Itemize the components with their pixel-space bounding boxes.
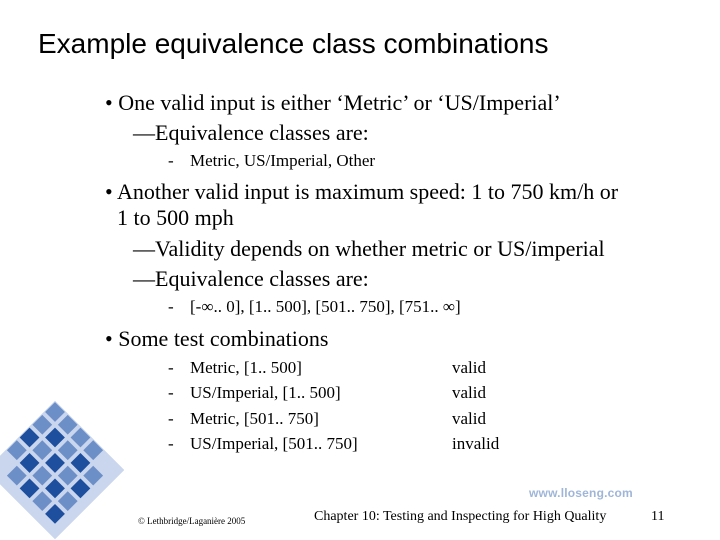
- bullet-2-sub-2: —Equivalence classes are:: [133, 266, 369, 291]
- combo-result-4: invalid: [452, 434, 500, 453]
- combo-result-3: valid: [452, 409, 486, 428]
- bullet-1-item-1: Metric, US/Imperial, Other: [190, 151, 376, 170]
- bullet-2-item-1: [-∞.. 0], [1.. 500], [501.. 750], [751.. ∞]: [190, 297, 461, 316]
- bullet-2-sub-1: —Validity depends on whether metric or US/imperial: [133, 236, 605, 261]
- combo-input-3: Metric, [501.. 750]: [190, 409, 319, 428]
- combo-result-1: valid: [452, 358, 486, 377]
- decorative-grid-logo-icon: [0, 400, 140, 540]
- combo-input-2: US/Imperial, [1.. 500]: [190, 383, 341, 402]
- bullet-1-item-dash: -: [168, 151, 174, 170]
- combo-dash: -: [168, 434, 174, 453]
- footer-url: www.lloseng.com: [529, 486, 633, 500]
- combo-result-2: valid: [452, 383, 486, 402]
- bullet-2-line-2: 1 to 500 mph: [117, 205, 234, 230]
- combo-input-4: US/Imperial, [501.. 750]: [190, 434, 358, 453]
- bullet-1: • One valid input is either ‘Metric’ or ‘US/Imperial’: [105, 90, 561, 115]
- footer-chapter: Chapter 10: Testing and Inspecting for High Quality: [314, 509, 607, 524]
- page-number: 11: [651, 509, 665, 524]
- bullet-1-sub-1: —Equivalence classes are:: [133, 120, 369, 145]
- combo-dash: -: [168, 383, 174, 402]
- bullet-3: • Some test combinations: [105, 326, 329, 351]
- slide-title: Example equivalence class combinations: [38, 28, 549, 59]
- footer-copyright: © Lethbridge/Laganière 2005: [138, 516, 246, 526]
- bullet-2-item-dash: -: [168, 297, 174, 316]
- bullet-2-line-1: • Another valid input is maximum speed: 1 to 750 km/h or: [105, 179, 619, 204]
- combo-dash: -: [168, 409, 174, 428]
- combo-dash: -: [168, 358, 174, 377]
- combo-input-1: Metric, [1.. 500]: [190, 358, 302, 377]
